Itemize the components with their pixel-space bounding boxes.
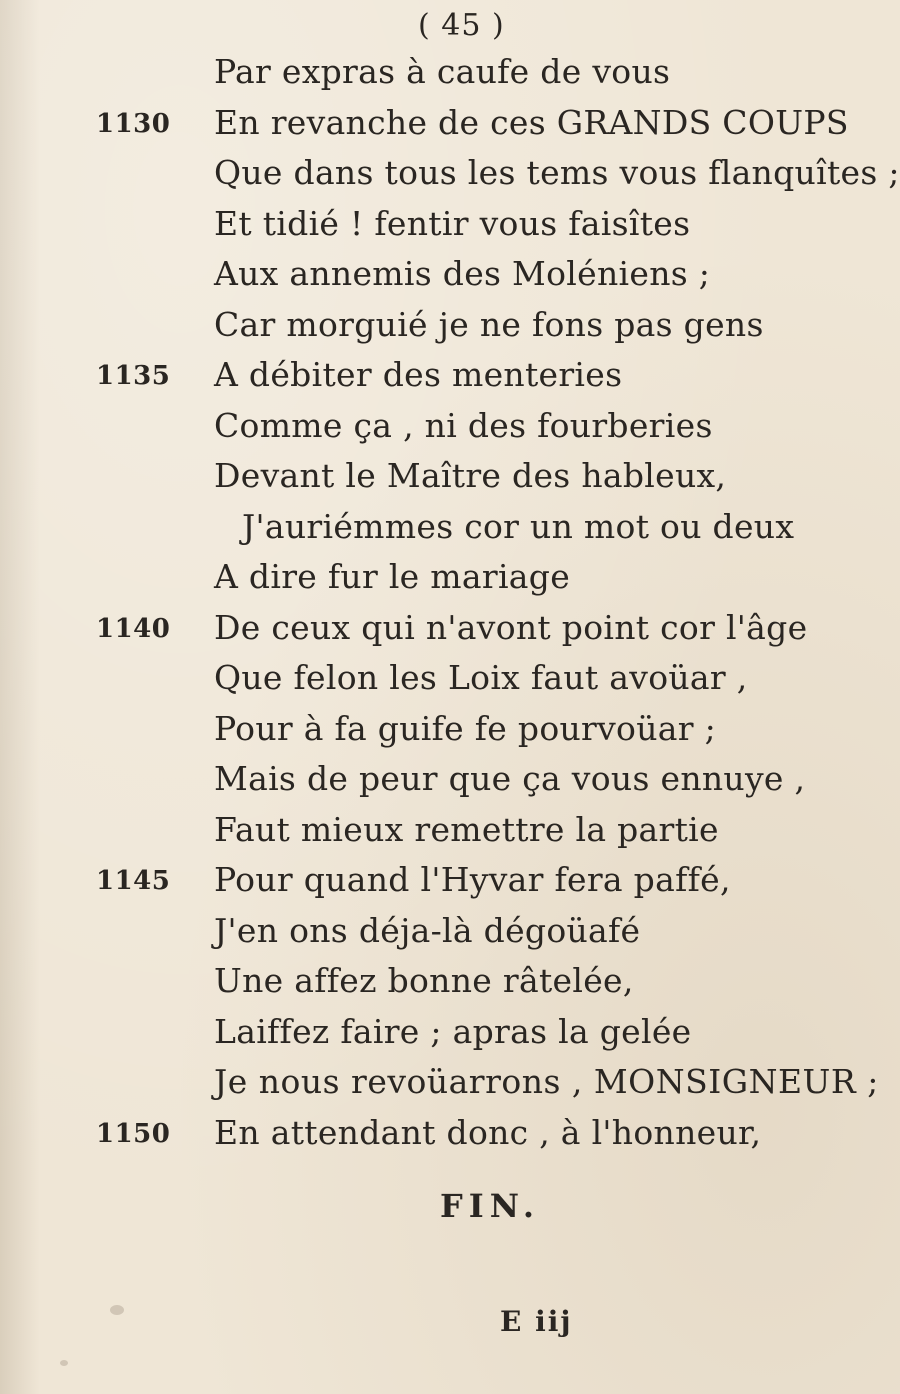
ink-smudge	[110, 1305, 124, 1315]
ink-smudge	[60, 1360, 68, 1366]
verse-text: Comme ça , ni des fourberies	[214, 405, 713, 445]
verse-text: Et tidié ! fentir vous faisîtes	[214, 203, 691, 243]
verse-text: Laiffez faire ; apras la gelée	[214, 1011, 692, 1051]
verse-text: A débiter des menteries	[214, 355, 623, 394]
line-number: 1150	[96, 1118, 171, 1149]
verse-text: Que dans tous les tems vous flanquîtes ;	[214, 153, 900, 192]
page-number: ( 45 )	[418, 8, 505, 43]
verse-text: Devant le Maître des hableux,	[214, 456, 727, 495]
line-number: 1145	[96, 866, 171, 896]
verse-text: Aux annemis des Moléniens ;	[214, 254, 711, 293]
verse-line	[0, 1113, 800, 1173]
verse-text: De ceux qui n'avont point cor l'âge	[214, 607, 808, 647]
verse-text: J'en ons déja-là dégoüafé	[214, 910, 641, 950]
verse-text: A dire fur le mariage	[214, 557, 571, 596]
fin-heading: FIN.	[440, 1187, 541, 1225]
verse-text: Mais de peur que ça vous ennuye ,	[214, 759, 806, 798]
verse-text: J'auriémmes cor un mot ou deux	[242, 506, 795, 546]
verse-text: En revanche de ces GRANDS COUPS	[214, 102, 849, 142]
signature-mark: E iij	[500, 1305, 573, 1338]
verse-text: Pour à fa guife fe pourvoüar ;	[214, 708, 717, 748]
verse-text: Car morguié je ne fons pas gens	[214, 304, 764, 344]
verse-text: Faut mieux remettre la partie	[214, 809, 719, 849]
verse-text: Pour quand l'Hyvar fera paffé,	[214, 860, 731, 899]
line-number: 1135	[96, 361, 171, 391]
line-number: 1140	[96, 613, 171, 644]
verse-text: Que felon les Loix faut avoüar ,	[214, 658, 748, 697]
verse-text: Je nous revoüarrons , MONSIGNEUR ;	[214, 1062, 879, 1101]
verse-text: Par expras à caufe de vous	[214, 52, 671, 91]
verse-text: Une affez bonne râtelée,	[214, 961, 634, 1000]
verse-text: En attendant donc , à l'honneur,	[214, 1112, 762, 1152]
line-number: 1130	[96, 108, 171, 139]
